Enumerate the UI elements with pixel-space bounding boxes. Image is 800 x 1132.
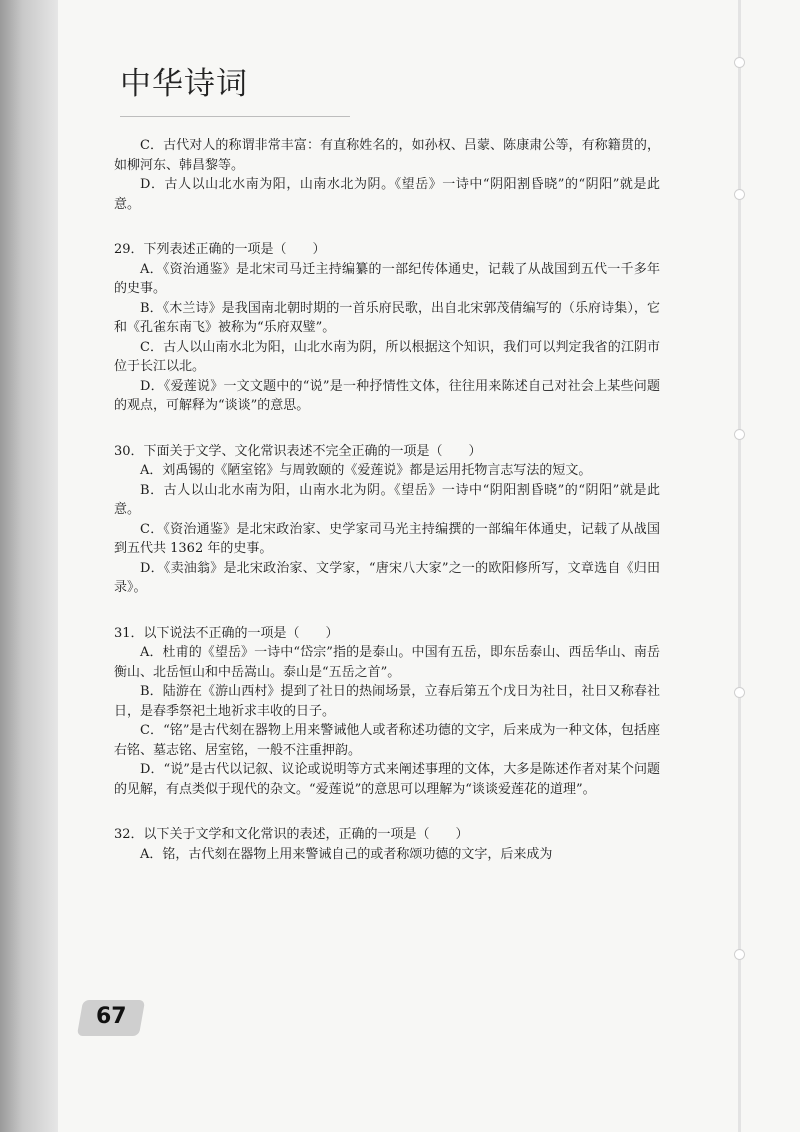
option-b: B．古人以山北水南为阳，山南水北为阴。《望岳》一诗中“阴阳割昏晓”的“阴阳”就是此意。 — [114, 482, 660, 517]
binding-hole — [735, 430, 744, 439]
question-32 — [114, 825, 660, 864]
question-29 — [114, 240, 660, 416]
option-d: D．《爱莲说》一文文题中的“说”是一种抒情性文体，往往用来陈述自己对社会上某些问题的观点，可解释为“谈谈”的意思。 — [114, 378, 660, 413]
option-c: C．古代对人的称谓非常丰富：有直称姓名的，如孙权、吕蒙、陈康肃公等，有称籍贯的，如柳河东、韩昌黎等。 — [114, 138, 660, 173]
question-stem: 32．以下关于文学和文化常识的表述，正确的一项是（ ） — [114, 827, 469, 842]
binding-hole — [735, 58, 744, 67]
header-divider — [120, 116, 350, 117]
continued-options — [114, 136, 660, 214]
page-shadow — [0, 0, 58, 1132]
question-30 — [114, 442, 660, 598]
option-a: A．杜甫的《望岳》一诗中“岱宗”指的是泰山。中国有五岳，即东岳泰山、西岳华山、南岳衡山、北岳恒山和中岳嵩山。泰山是“五岳之首”。 — [114, 645, 660, 680]
question-31 — [114, 624, 660, 800]
question-stem: 29．下列表述正确的一项是（ ） — [114, 242, 326, 257]
option-d: D．古人以山北水南为阳，山南水北为阴。《望岳》一诗中“阴阳割昏晓”的“阴阳”就是此意。 — [114, 177, 660, 212]
binding-hole — [735, 688, 744, 697]
option-c: C．古人以山南水北为阳，山北水南为阴，所以根据这个知识，我们可以判定我省的江阴市位于长江以北。 — [114, 339, 660, 374]
option-c: C．“铭”是古代刻在器物上用来警诫他人或者称述功德的文字，后来成为一种文体，包括座右铭、墓志铭、居室铭，一般不注重押韵。 — [114, 723, 660, 758]
option-b: B．陆游在《游山西村》提到了社日的热闹场景，立春后第五个戊日为社日，社日又称春社日，是春季祭祀土地祈求丰收的日子。 — [114, 684, 660, 719]
page-title: 中华诗词 — [120, 66, 248, 102]
option-a: A．《资治通鉴》是北宋司马迁主持编纂的一部纪传体通史，记载了从战国到五代一千多年的史事。 — [114, 261, 660, 296]
option-a: A．刘禹锡的《陋室铭》与周敦颐的《爱莲说》都是运用托物言志写法的短文。 — [140, 463, 592, 478]
binding-hole — [735, 950, 744, 959]
option-a: A．铭，古代刻在器物上用来警诫自己的或者称颂功德的文字，后来成为 — [140, 846, 553, 862]
question-content — [114, 136, 660, 864]
option-d: D．“说”是古代以记叙、议论或说明等方式来阐述事理的文体，大多是陈述作者对某个问题的见解，有点类似于现代的杂文。“爱莲说”的意思可以理解为“谈谈爱莲花的道理”。 — [114, 762, 660, 797]
option-b: B．《木兰诗》是我国南北朝时期的一首乐府民歌，出自北宋郭茂倩编写的（乐府诗集），它和《孔雀东南飞》被称为“乐府双璧”。 — [114, 300, 660, 335]
binding-line — [738, 0, 741, 1132]
question-stem: 31．以下说法不正确的一项是（ ） — [114, 625, 339, 641]
binding-hole — [735, 190, 744, 199]
option-c: C．《资治通鉴》是北宋政治家、史学家司马光主持编撰的一部编年体通史，记载了从战国到五代共 1362 年的史事。 — [114, 521, 660, 556]
page-number: 67 — [96, 1004, 127, 1029]
question-stem: 30．下面关于文学、文化常识表述不完全正确的一项是（ ） — [114, 443, 482, 459]
option-d: D．《卖油翁》是北宋政治家、文学家，“唐宋八大家”之一的欧阳修所写，文章选自《归田录》。 — [114, 560, 660, 595]
